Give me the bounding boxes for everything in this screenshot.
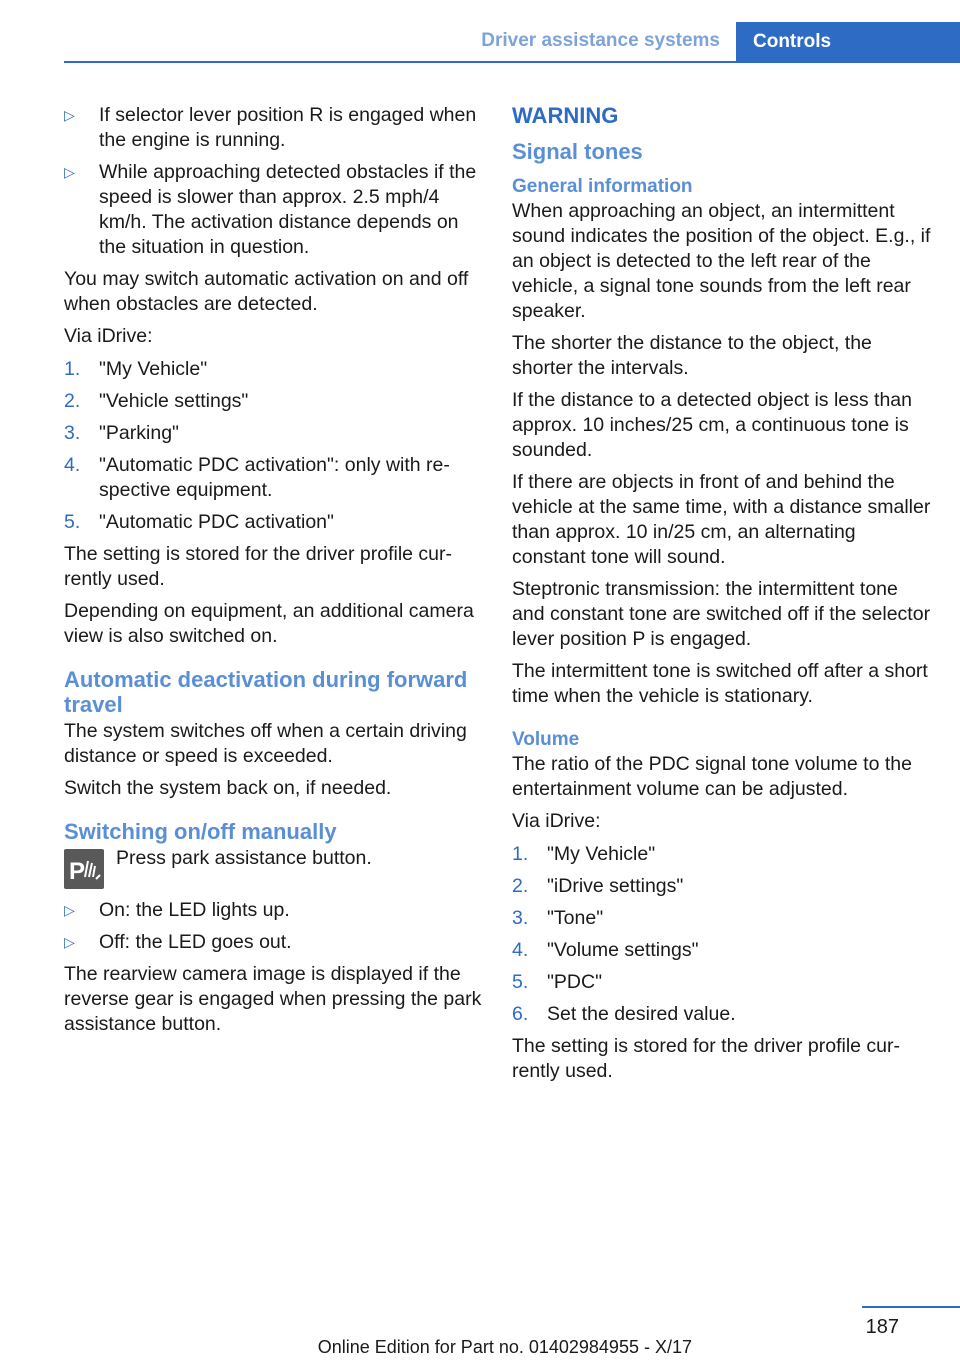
list-text: "Tone" xyxy=(547,907,604,929)
paragraph: Depending on equipment, an additional camera view is also switched on. xyxy=(64,600,474,647)
list-item xyxy=(64,421,484,446)
paragraph: Steptronic transmission: the intermittent tone and constant tone are switched off if the selector lever position P is engaged. xyxy=(512,578,931,650)
button-instruction xyxy=(64,846,484,888)
paragraph: You may switch automatic activation on and off when obstacles are detected. xyxy=(64,268,469,315)
subsection-heading: Volume xyxy=(512,729,580,750)
bullet-text: While approaching detected obstacles if the speed is slower than approx. 2.5 mph/4 km/h. The activation distance depends on the situation in question. xyxy=(99,161,477,258)
list-item xyxy=(64,898,484,923)
triangle-bullet-icon: ▷ xyxy=(64,934,75,950)
right-column xyxy=(512,103,932,1091)
paragraph: If the distance to a detected object is less than approx. 10 inches/25 cm, a continuous tone is sounded. xyxy=(512,389,912,461)
subsection-heading: General information xyxy=(512,176,693,197)
list-text: "Volume settings" xyxy=(547,939,699,961)
page-number: 187 xyxy=(865,1316,899,1338)
paragraph: The ratio of the PDC signal tone volume to the entertainment volume can be adjusted. xyxy=(512,753,912,800)
paragraph: The rearview camera image is displayed if the reverse gear is engaged when pressing the park assistance button. xyxy=(64,963,482,1035)
svg-text:P: P xyxy=(69,858,86,885)
left-column xyxy=(64,103,484,1044)
list-item xyxy=(64,160,484,260)
header-chapter-tab xyxy=(736,22,960,63)
header-rule xyxy=(64,61,960,63)
bullet-text: If selector lever position R is engaged when the engine is running. xyxy=(99,104,477,151)
list-text: "Automatic PDC activation": only with respective equipment. xyxy=(99,454,450,501)
list-item xyxy=(512,938,932,963)
section-heading: Signal tones xyxy=(512,139,643,164)
list-item xyxy=(64,357,484,382)
paragraph: The setting is stored for the driver profile currently used. xyxy=(64,543,452,590)
list-text: "Vehicle settings" xyxy=(99,390,249,412)
paragraph: Via iDrive: xyxy=(512,810,601,832)
bullet-text: On: the LED lights up. xyxy=(99,899,290,921)
paragraph: Press park assistance button. xyxy=(116,847,372,869)
section-heading: Automatic deactivation during forward travel xyxy=(64,667,468,717)
list-text: "PDC" xyxy=(547,971,603,993)
paragraph: The intermittent tone is switched off after a short time when the vehicle is stationary. xyxy=(512,660,928,707)
list-number: 3. xyxy=(512,907,529,929)
list-text: "My Vehicle" xyxy=(547,843,656,865)
list-item xyxy=(512,1002,932,1027)
park-assist-button-icon xyxy=(64,849,104,889)
paragraph: The setting is stored for the driver profile currently used. xyxy=(512,1035,900,1082)
list-number: 5. xyxy=(64,511,81,533)
triangle-bullet-icon: ▷ xyxy=(64,902,75,918)
list-item xyxy=(64,510,484,535)
paragraph: When approaching an object, an intermittent sound indicates the position of the object. E.g., if an object is detected to the left rear of the vehicle, a signal tone sounds from the left rear speaker. xyxy=(512,200,931,322)
list-number: 2. xyxy=(64,390,81,412)
list-item xyxy=(512,906,932,931)
list-number: 2. xyxy=(512,875,529,897)
list-text: "Automatic PDC activation" xyxy=(99,511,334,533)
list-number: 6. xyxy=(512,1003,529,1025)
warning-label: WARNING xyxy=(512,103,619,128)
list-text: "iDrive settings" xyxy=(547,875,684,897)
paragraph: The shorter the distance to the object, the shorter the intervals. xyxy=(512,332,872,379)
triangle-bullet-icon: ▷ xyxy=(64,164,75,180)
list-number: 3. xyxy=(64,422,81,444)
section-heading: Switching on/off manually xyxy=(64,819,337,844)
bullet-text: Off: the LED goes out. xyxy=(99,931,292,953)
paragraph: The system switches off when a certain driving distance or speed is exceeded. xyxy=(64,720,467,767)
list-item xyxy=(512,970,932,995)
list-number: 1. xyxy=(64,358,81,380)
header-section-title: Driver assistance systems xyxy=(481,30,720,51)
triangle-bullet-icon: ▷ xyxy=(64,107,75,123)
list-item xyxy=(512,842,932,867)
paragraph: If there are objects in front of and behind the vehicle at the same time, with a distance smaller than approx. 10 in/25 cm, an alternating constant tone will sound. xyxy=(512,471,931,568)
list-text: "My Vehicle" xyxy=(99,358,208,380)
list-item xyxy=(64,453,484,503)
numbered-list xyxy=(512,842,932,1027)
list-item xyxy=(64,930,484,955)
header-chapter-label: Controls xyxy=(753,31,832,52)
footer-edition: Online Edition for Part no. 01402984955 - X/17 xyxy=(317,1337,692,1357)
list-number: 5. xyxy=(512,971,529,993)
list-text: "Parking" xyxy=(99,422,179,444)
list-number: 4. xyxy=(512,939,529,961)
list-item xyxy=(64,103,484,153)
paragraph: Via iDrive: xyxy=(64,325,153,347)
footer-rule xyxy=(862,1306,960,1308)
paragraph: Switch the system back on, if needed. xyxy=(64,777,392,799)
numbered-list xyxy=(64,357,484,535)
list-number: 1. xyxy=(512,843,529,865)
list-number: 4. xyxy=(64,454,81,476)
list-text: Set the desired value. xyxy=(547,1003,736,1025)
list-item xyxy=(512,874,932,899)
list-item xyxy=(64,389,484,414)
